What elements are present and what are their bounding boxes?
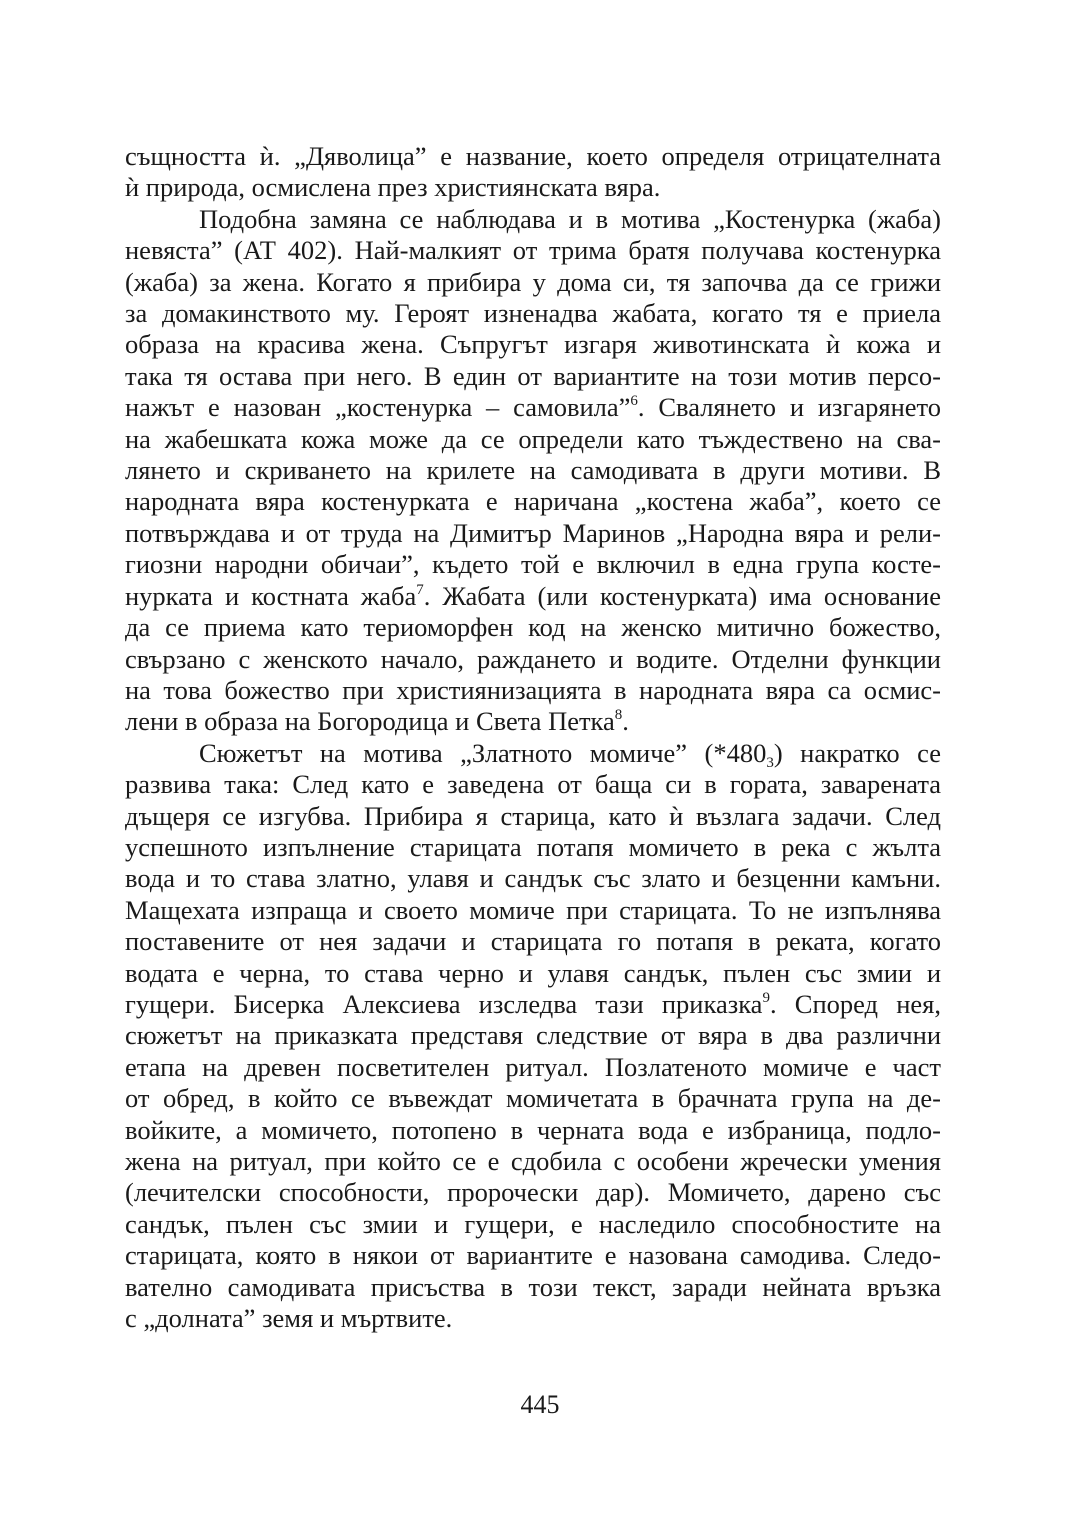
line-text: развива така: След като е заведена от баща си в гората, заварената — [125, 769, 941, 800]
line-text: войките, а момичето, потопено в черната вода е избраница, подло- — [125, 1114, 941, 1145]
line-text: успешното изпълнение старицата потапя момичето в река с жълта — [125, 831, 941, 862]
line-text: за домакинството му. Героят изненадва жабата, когато тя е приела — [125, 298, 941, 329]
line-text: сюжетът на приказката представя следствие от вяра в два различни — [125, 1020, 941, 1051]
text-line — [125, 392, 941, 423]
line-text: вателно самодивата присъства в този текст, заради нейната връзка — [125, 1271, 941, 1302]
line-text: така тя остава при него. В един от вариантите на този мотив персо- — [125, 360, 941, 391]
text-line — [125, 581, 941, 612]
line-text: на жабешката кожа може да се определи като тъждествено на сва- — [125, 423, 941, 454]
line-text: гиозни народни обичаи”, където той е включил в една група косте- — [125, 549, 941, 580]
line-text-after: . Свалянето и изгарянето — [637, 392, 941, 423]
text-line — [125, 1146, 941, 1177]
text-line — [125, 455, 941, 486]
line-text: жена на ритуал, при който се е сдобила с особени жречески умения — [125, 1146, 941, 1176]
line-text: Подобна замяна се наблюдава и в мотива „Костенурка (жаба) — [199, 203, 941, 234]
line-text: (жаба) за жена. Когато я прибира у дома си, тя започва да се грижи — [125, 266, 941, 297]
text-line — [125, 424, 941, 455]
text-line — [125, 958, 941, 989]
text-line — [125, 738, 941, 769]
paragraph — [125, 204, 941, 738]
text-line — [125, 675, 941, 706]
text-line — [125, 329, 941, 360]
text-line — [125, 1020, 941, 1051]
line-text-after: . — [622, 706, 629, 737]
footnote-marker: 6 — [630, 393, 638, 410]
line-text: потвърждава и от труда на Димитър Маринов „Народна вяра и рели- — [125, 517, 941, 548]
line-text: етапа на древен посветителен ритуал. Позлатеното момиче е част — [125, 1051, 941, 1082]
text-line — [125, 801, 941, 832]
text-line — [125, 1083, 941, 1114]
line-text: водата е черна, то става черно и улавя сандък, пълен със змии и — [125, 957, 941, 988]
line-text: да се приема като териоморфен код на женско митично божество, — [125, 612, 941, 643]
text-line — [125, 518, 941, 549]
footnote-marker: 9 — [762, 989, 770, 1006]
line-text-after: . Жабата (или костенурката) има основание — [423, 580, 941, 611]
line-text: народната вяра костенурката е наричана „костена жаба”, което се — [125, 486, 941, 517]
text-line — [125, 989, 941, 1020]
subscript: 3 — [766, 754, 774, 771]
line-text-after: ) накратко се — [773, 737, 941, 768]
line-text: същността ѝ. „Дяволица” е название, което определя отрицателната — [125, 141, 941, 171]
line-text: Сюжетът на мотива „Златното момиче” (*480 — [199, 737, 767, 768]
text-line — [125, 926, 941, 957]
text-line — [125, 1303, 941, 1334]
text-line — [125, 141, 941, 172]
line-text: гущери. Бисерка Алексиева изследва тази приказка — [125, 988, 763, 1019]
footnote-marker: 8 — [614, 707, 623, 724]
text-line — [125, 172, 941, 203]
text-line — [125, 1052, 941, 1083]
text-line — [125, 769, 941, 800]
line-text: образа на красива жена. Съпругът изгаря животинската ѝ кожа и — [125, 329, 941, 360]
text-line — [125, 832, 941, 863]
line-text: старицата, която в някои от вариантите е назована самодива. Следо- — [125, 1240, 941, 1271]
text-line — [125, 204, 941, 235]
page-number: 445 — [520, 1390, 560, 1419]
line-text: поставените от нея задачи и старицата го потапя в реката, когато — [125, 926, 941, 957]
line-text: (лечителски способности, пророчески дар). Момичето, дарено със — [125, 1177, 941, 1208]
line-text: вода и то става златно, улавя и сандък със злато и безценни камъни. — [125, 863, 941, 894]
paragraph — [125, 738, 941, 1335]
text-line — [125, 706, 941, 737]
line-text: нажът е назован „костенурка – самовила” — [125, 392, 631, 423]
page-body — [125, 141, 941, 1334]
line-text: ѝ природа, осмислена през християнската вяра. — [125, 172, 661, 203]
line-text-after: . Според нея, — [769, 988, 941, 1019]
line-text: с „долната” земя и мъртвите. — [125, 1303, 453, 1334]
main-text — [125, 141, 941, 1334]
text-line — [125, 612, 941, 643]
text-line — [125, 1272, 941, 1303]
text-line — [125, 235, 941, 266]
text-line — [125, 298, 941, 329]
text-line — [125, 549, 941, 580]
text-line — [125, 1240, 941, 1271]
line-text: на това божество при християнизацията в народната вяра са осмис- — [125, 674, 941, 705]
line-text: дъщеря се изгубва. Прибира я старица, като ѝ възлага задачи. След — [125, 800, 941, 831]
line-text: сандък, пълен със змии и гущери, е наследило способностите на — [125, 1208, 941, 1239]
text-line — [125, 486, 941, 517]
line-text: свързано с женското начало, раждането и водите. Отделни функции — [125, 643, 941, 674]
line-text: лени в образа на Богородица и Света Петка — [125, 706, 615, 737]
text-line — [125, 1115, 941, 1146]
footnote-marker: 7 — [416, 581, 424, 598]
paragraph — [125, 141, 941, 204]
line-text: нурката и костната жаба — [125, 580, 417, 611]
text-line — [125, 361, 941, 392]
text-line — [125, 267, 941, 298]
text-line — [125, 644, 941, 675]
line-text: Мащехата изпраща и своето момиче при старицата. То не изпълнява — [125, 894, 941, 925]
line-text: лянето и скриването на крилете на самодивата в други мотиви. В — [125, 455, 941, 486]
text-line — [125, 895, 941, 926]
text-line — [125, 1209, 941, 1240]
text-line — [125, 863, 941, 894]
line-text: невяста” (АТ 402). Най-малкият от трима братя получава костенурка — [125, 235, 941, 266]
line-text: от обред, в който се въвеждат момичетата в брачната група на де- — [125, 1083, 941, 1114]
text-line — [125, 1177, 941, 1208]
